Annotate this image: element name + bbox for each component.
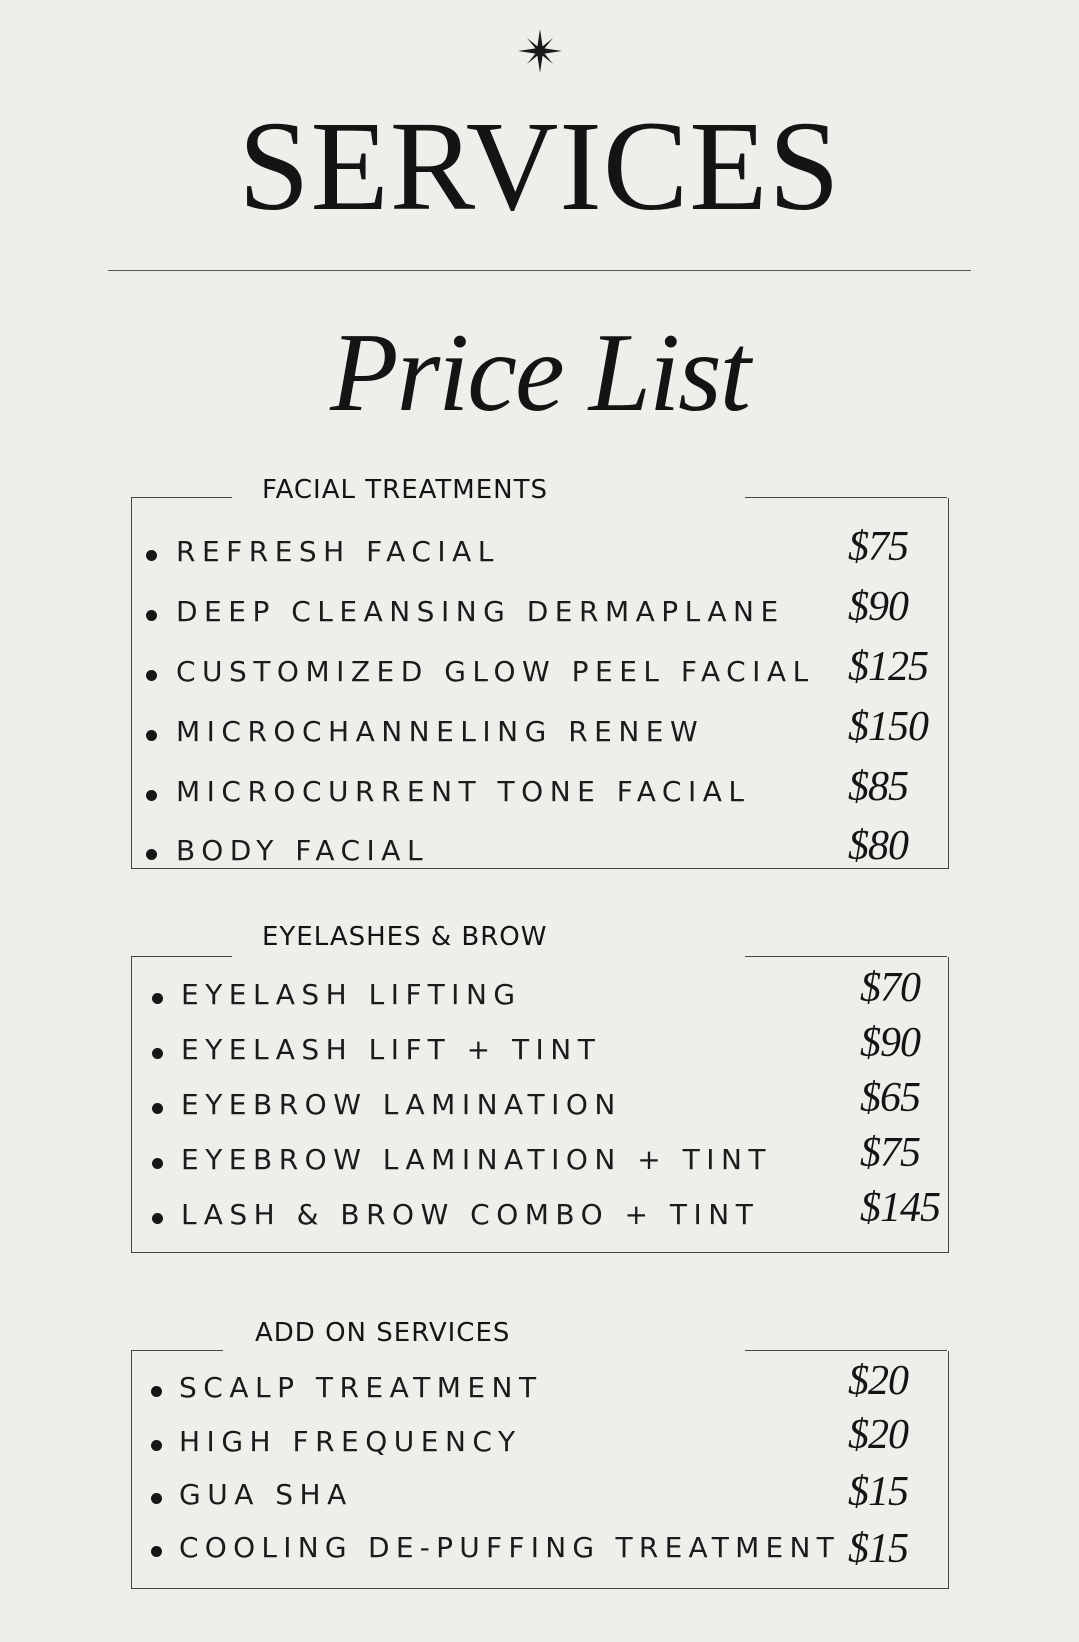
service-price: $20 [848, 1358, 908, 1404]
price-list-item [131, 965, 947, 1018]
service-name: SCALP TREATMENT [179, 1371, 543, 1404]
bullet-icon [152, 1048, 163, 1059]
price-list-item [131, 1020, 947, 1073]
bullet-icon [151, 1440, 162, 1451]
bullet-icon [152, 1103, 163, 1114]
service-price: $150 [848, 704, 928, 750]
bullet-icon [146, 550, 157, 561]
service-price: $90 [860, 1020, 920, 1066]
bullet-icon [152, 1158, 163, 1169]
price-list-item [131, 764, 947, 815]
service-name: HIGH FREQUENCY [179, 1425, 522, 1458]
bullet-icon [151, 1493, 162, 1504]
service-name: LASH & BROW COMBO + TINT [181, 1198, 760, 1231]
section-top-line [745, 497, 947, 498]
price-list-item [131, 1412, 947, 1465]
service-price: $20 [848, 1412, 908, 1458]
title-divider [108, 270, 971, 271]
service-price: $15 [848, 1526, 908, 1572]
service-name: EYEBROW LAMINATION [181, 1088, 622, 1121]
price-list-item [131, 1526, 947, 1572]
bullet-icon [151, 1546, 162, 1557]
bullet-icon [151, 1386, 162, 1397]
price-list-item [131, 524, 947, 575]
price-list-item [131, 584, 947, 635]
page-subtitle: Price List [330, 311, 749, 435]
bullet-icon [152, 993, 163, 1004]
service-name: DEEP CLEANSING DERMAPLANE [176, 595, 785, 628]
price-list-item [131, 823, 947, 874]
service-price: $85 [848, 764, 908, 810]
service-price: $15 [848, 1469, 908, 1515]
service-name: EYELASH LIFT + TINT [181, 1033, 602, 1066]
bullet-icon [146, 610, 157, 621]
service-name: GUA SHA [179, 1478, 353, 1511]
service-price: $75 [860, 1130, 920, 1176]
bullet-icon [146, 670, 157, 681]
price-list-item [131, 704, 947, 755]
page-title: SERVICES [238, 95, 841, 237]
section-top-line [745, 956, 947, 957]
price-list-item [131, 1075, 947, 1128]
service-name: MICROCURRENT TONE FACIAL [176, 775, 751, 808]
section-heading: EYELASHES & BROW [262, 922, 548, 952]
section-heading: FACIAL TREATMENTS [262, 475, 548, 505]
price-list-item [131, 1130, 947, 1183]
service-name: CUSTOMIZED GLOW PEEL FACIAL [176, 655, 815, 688]
service-price: $70 [860, 965, 920, 1011]
service-name: REFRESH FACIAL [176, 535, 500, 568]
service-price: $145 [860, 1185, 940, 1231]
bullet-icon [146, 849, 157, 860]
service-price: $80 [848, 823, 908, 869]
section-top-line [131, 1350, 223, 1351]
service-price: $90 [848, 584, 908, 630]
service-name: EYELASH LIFTING [181, 978, 522, 1011]
section-top-line [131, 956, 232, 957]
price-list-item [131, 644, 947, 695]
section-top-line [131, 497, 232, 498]
service-name: COOLING DE-PUFFING TREATMENT [179, 1531, 841, 1564]
service-name: MICROCHANNELING RENEW [176, 715, 705, 748]
bullet-icon [146, 790, 157, 801]
price-list-item [131, 1469, 947, 1518]
price-list-item [131, 1185, 947, 1238]
service-name: EYEBROW LAMINATION + TINT [181, 1143, 773, 1176]
bullet-icon [146, 730, 157, 741]
service-name: BODY FACIAL [176, 834, 430, 867]
service-price: $125 [848, 644, 928, 690]
section-top-line [745, 1350, 947, 1351]
bullet-icon [152, 1213, 163, 1224]
price-list-item [131, 1358, 947, 1411]
service-price: $65 [860, 1075, 920, 1121]
star-ornament-icon [517, 28, 563, 74]
service-price: $75 [848, 524, 908, 570]
section-heading: ADD ON SERVICES [255, 1318, 511, 1348]
